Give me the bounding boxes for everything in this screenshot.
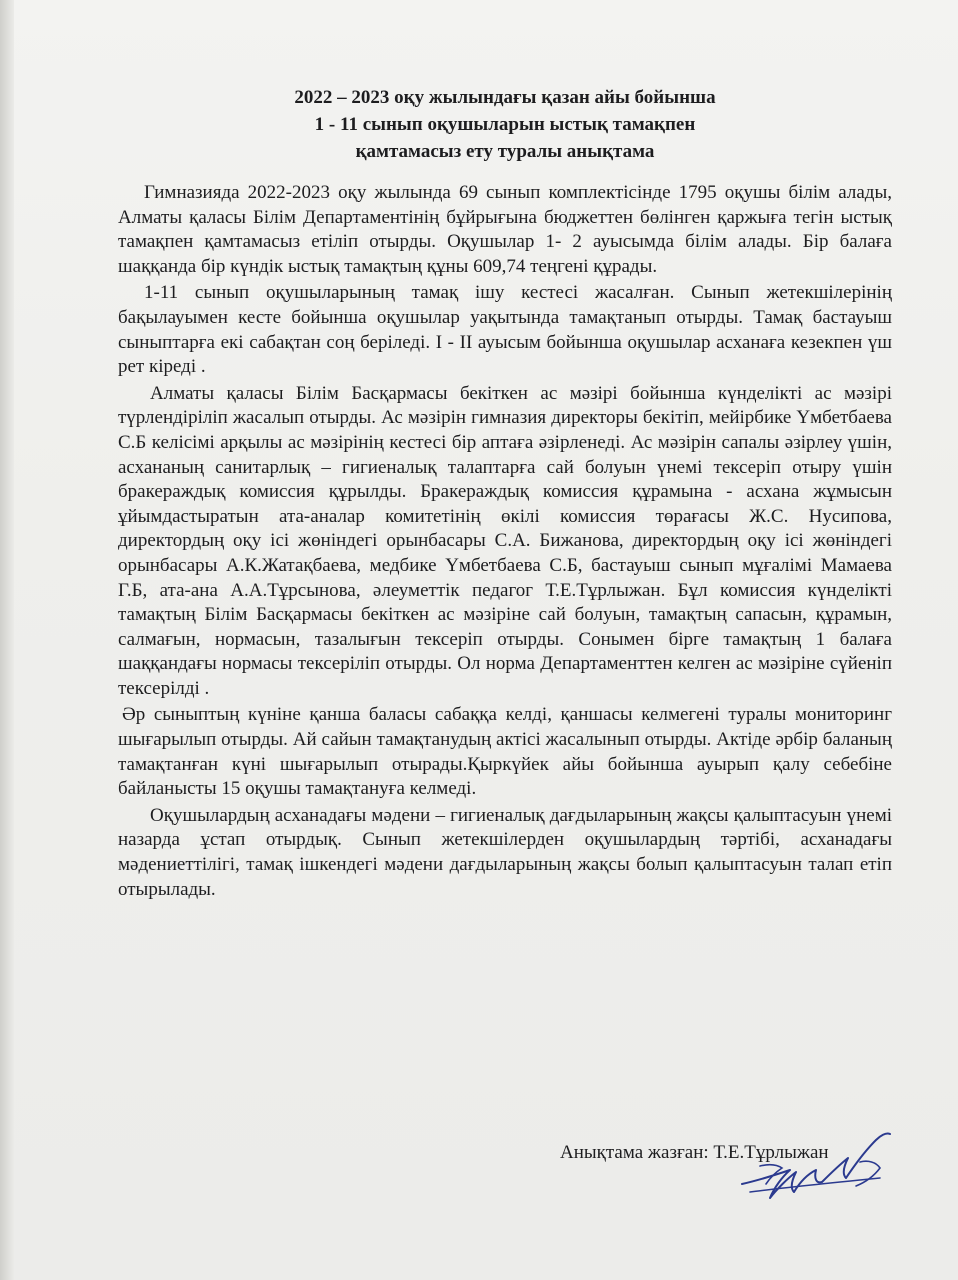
signature-caption: Анықтама жазған: Т.Е.Тұрлыжан <box>560 1142 829 1163</box>
paragraph-5: Оқушылардың асханадағы мәдени – гигиеналық дағдыларының жақсы қалыптасуын үнемі назарда ұстап отырдық. Сынып жетекшілерден оқушылардың тәртібі, асханадағы мәдениеттілігі, тамақ ішкендегі мәдени дағдыларының жақсы болып қалыптасуын талап етіп отырылады. <box>118 804 892 900</box>
title-line-3: қамтамасыз ету туралы анықтама <box>355 141 655 162</box>
title-line-1: 2022 – 2023 оқу жылындағы қазан айы бойынша <box>294 87 716 108</box>
document-body <box>118 181 892 902</box>
paragraph-3: Алматы қаласы Білім Басқармасы бекіткен ас мәзірі бойынша күнделікті ас мәзірі түрлендіріліп жасалып отырды. Ас мәзірін гимназия директоры бекітіп, мейірбике Үмбетбаева С.Б келісімі арқылы ас мәзірінің кестесі бір аптаға әзірленеді. Ас мәзірін сапалы әзірлеу үшін, асхананың санитарлық – гигиеналық талаптарға сай болуын үнемі тексеріп отыру үшін бракераждық комиссия құрылды. Бракераждық комиссия құрамына - асхана жұмысын ұйымдастыратын ата-аналар комитетінің өкілі комиссия төрағасы Ж.С. Нусипова, директордың оқу ісі жөніндегі орынбасары С.А. Бижанова, директордың оқу ісі жөніндегі орынбасары А.К.Жатақбаева, медбике Үмбетбаева С.Б, бастауыш сынып мұғалімі Мамаева Г.Б, ата-ана А.А.Тұрсынова, әлеуметтік педагог Т.Е.Тұрлыжан. Бұл комиссия күнделікті тамақтың Білім Басқармасы бекіткен ас мәзіріне сай болуын, тамақтың сапасын, құрамын, салмағын, нормасын, тазалығын тексеріп отырды. Сонымен бірге тамақтың 1 балаға шаққандағы нормасы тексеріліп отырды. Ол норма Департаменттен келген ас мәзіріне сүйеніп тексерілді . <box>118 382 892 699</box>
page-edge-shadow <box>0 0 14 1280</box>
paragraph-4: Әр сыныптың күніне қанша баласы сабаққа келді, қаншасы келмегені туралы мониторинг шығарылып отырды. Ай сайын тамақтанудың актісі жасалынып отырды. Актіде әрбір баланың тамақтанған күні шығарылып отырады.Қыркүйек айы бойынша ауырып қалу себебіне байланысты 15 оқушы тамақтануға келмеді. <box>118 704 892 800</box>
paragraph-1: Гимназияда 2022-2023 оқу жылында 69 сынып комплектісінде 1795 оқушы білім алады, Алматы қаласы Білім Департаментінің бұйрығына бюджеттен бөлінген қаржыға тегін ыстық тамақпен қамтамасыз етіліп отырды. Оқушылар 1- 2 ауысымда білім алады. Бір балаға шаққанда бір күндік ыстық тамақтың құны 609,74 теңгені құрады. <box>118 182 892 277</box>
paragraph-2: 1-11 сынып оқушыларының тамақ ішу кестесі жасалған. Сынып жетекшілерінің бақылауымен кесте бойынша оқушылар уақытында тамақтанып отырды. Тамақ бастауыш сыныптарға екі сабақтан соң беріледі. I - II ауысым бойынша оқушылар асханаға кезекпен үш рет кіреді . <box>118 282 892 378</box>
document-title <box>120 84 890 165</box>
title-line-2: 1 - 11 сынып оқушыларын ыстық тамақпен <box>314 114 696 135</box>
handwritten-signature-icon <box>730 1122 900 1212</box>
